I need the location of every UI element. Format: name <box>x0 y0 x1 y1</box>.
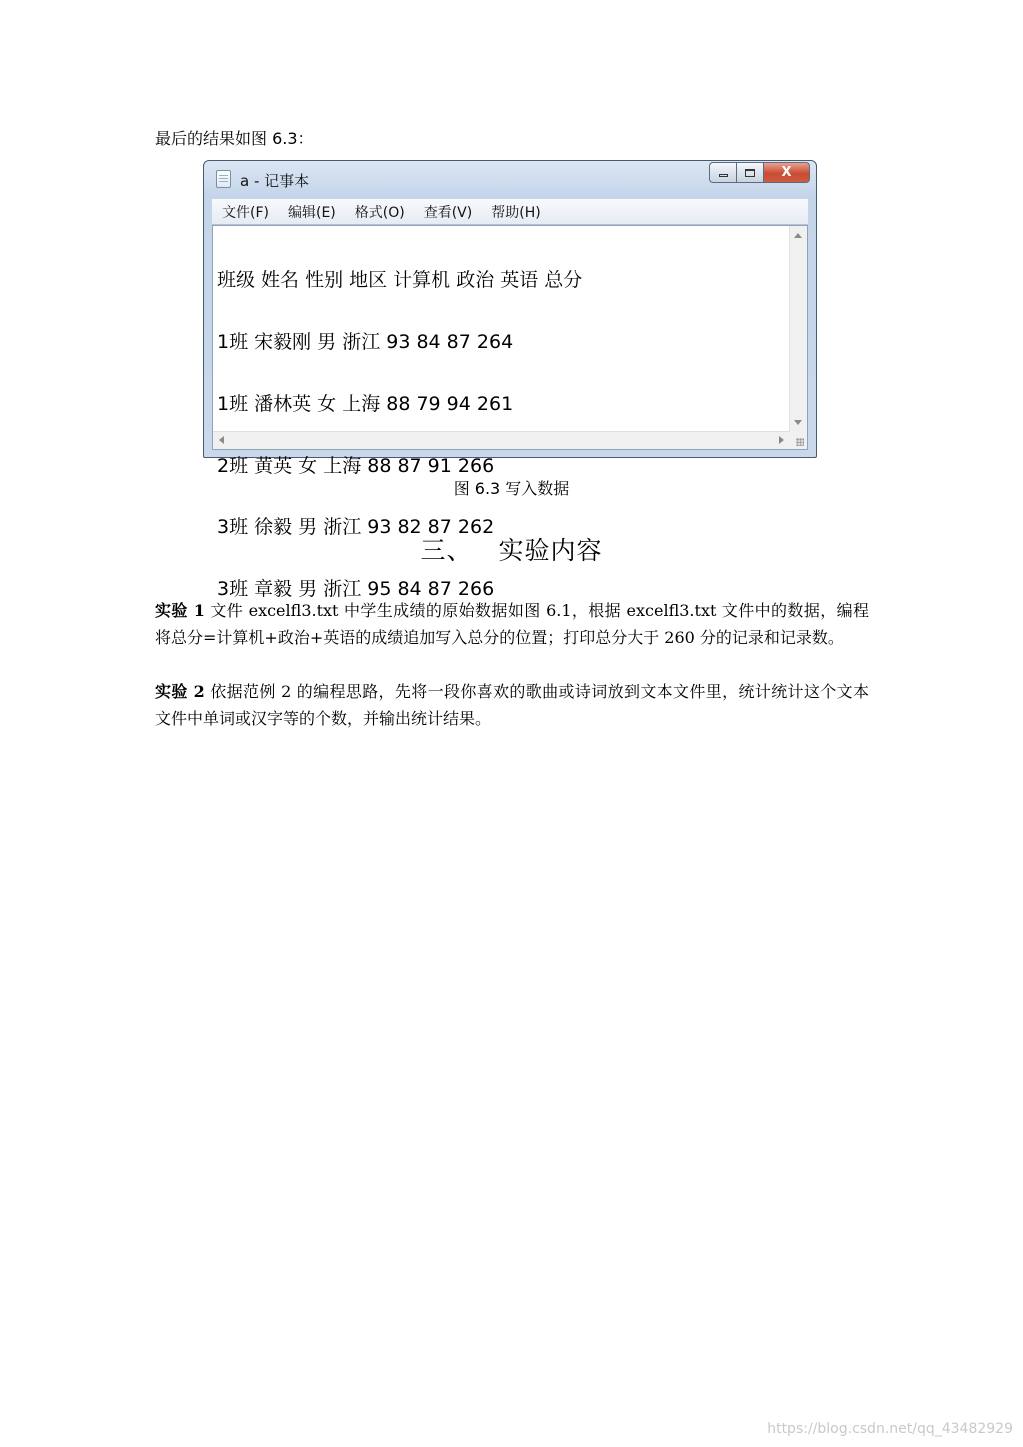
horizontal-scrollbar[interactable] <box>213 431 790 449</box>
text-line: 班级 姓名 性别 地区 计算机 政治 英语 总分 <box>217 269 583 292</box>
section-title: 实验内容 <box>498 536 603 565</box>
intro-text: 最后的结果如图 6.3： <box>155 129 314 148</box>
experiment-text: 依据范例 2 的编程思路，先将一段你喜欢的歌曲或诗词放到文本文件里，统计统计这个文本文件中单词或汉字等的个数，并输出统计结果。 <box>155 682 869 728</box>
experiment-text: 文件 excelfl3.txt 中学生成绩的原始数据如图 6.1，根据 excelfl3.txt 文件中的数据，编程将总分=计算机+政治+英语的成绩追加写入总分的位置；打印总分大于 260 分的记录和记录数。 <box>155 601 869 647</box>
experiment-1 <box>155 597 869 651</box>
scroll-left-icon[interactable] <box>219 436 224 444</box>
menu-edit[interactable]: 编辑(E) <box>287 204 336 221</box>
experiment-label: 实验 1 <box>155 601 205 620</box>
text-line: 3班 徐毅 男 浙江 93 82 87 262 <box>217 516 495 539</box>
text-line: 3班 章毅 男 浙江 95 84 87 266 <box>217 578 495 601</box>
maximize-icon <box>745 169 755 177</box>
window-title: a - 记事本 <box>240 172 310 190</box>
maximize-button[interactable] <box>736 162 763 183</box>
text-line: 1班 潘林英 女 上海 88 79 94 261 <box>217 392 514 415</box>
experiment-2 <box>155 678 869 732</box>
scroll-down-icon[interactable] <box>794 420 802 425</box>
scroll-right-icon[interactable] <box>779 436 784 444</box>
title-bar[interactable] <box>204 161 816 197</box>
minimize-icon <box>719 174 728 177</box>
vertical-scrollbar[interactable] <box>789 226 807 432</box>
scroll-up-icon[interactable] <box>794 233 802 238</box>
watermark: https://blog.csdn.net/qq_43482929 <box>767 1421 1013 1437</box>
text-line: 1班 宋毅刚 男 浙江 93 84 87 264 <box>217 330 514 353</box>
menu-bar <box>212 199 808 225</box>
section-heading <box>0 531 1023 567</box>
close-icon: X <box>781 165 792 180</box>
menu-view[interactable]: 查看(V) <box>423 204 473 221</box>
menu-format[interactable]: 格式(O) <box>354 204 405 221</box>
section-number: 三、 <box>420 536 473 565</box>
menu-file[interactable]: 文件(F) <box>222 204 269 221</box>
figure-caption: 图 6.3 写入数据 <box>453 479 570 498</box>
close-button[interactable] <box>763 162 810 183</box>
menu-help[interactable]: 帮助(H) <box>491 204 541 221</box>
experiment-label: 实验 2 <box>155 682 205 701</box>
caption-buttons <box>709 162 810 184</box>
minimize-button[interactable] <box>709 162 736 183</box>
notepad-icon <box>216 170 231 188</box>
text-line: 2班 黄英 女 上海 88 87 91 266 <box>217 454 495 477</box>
resize-grip-icon[interactable] <box>790 432 807 449</box>
